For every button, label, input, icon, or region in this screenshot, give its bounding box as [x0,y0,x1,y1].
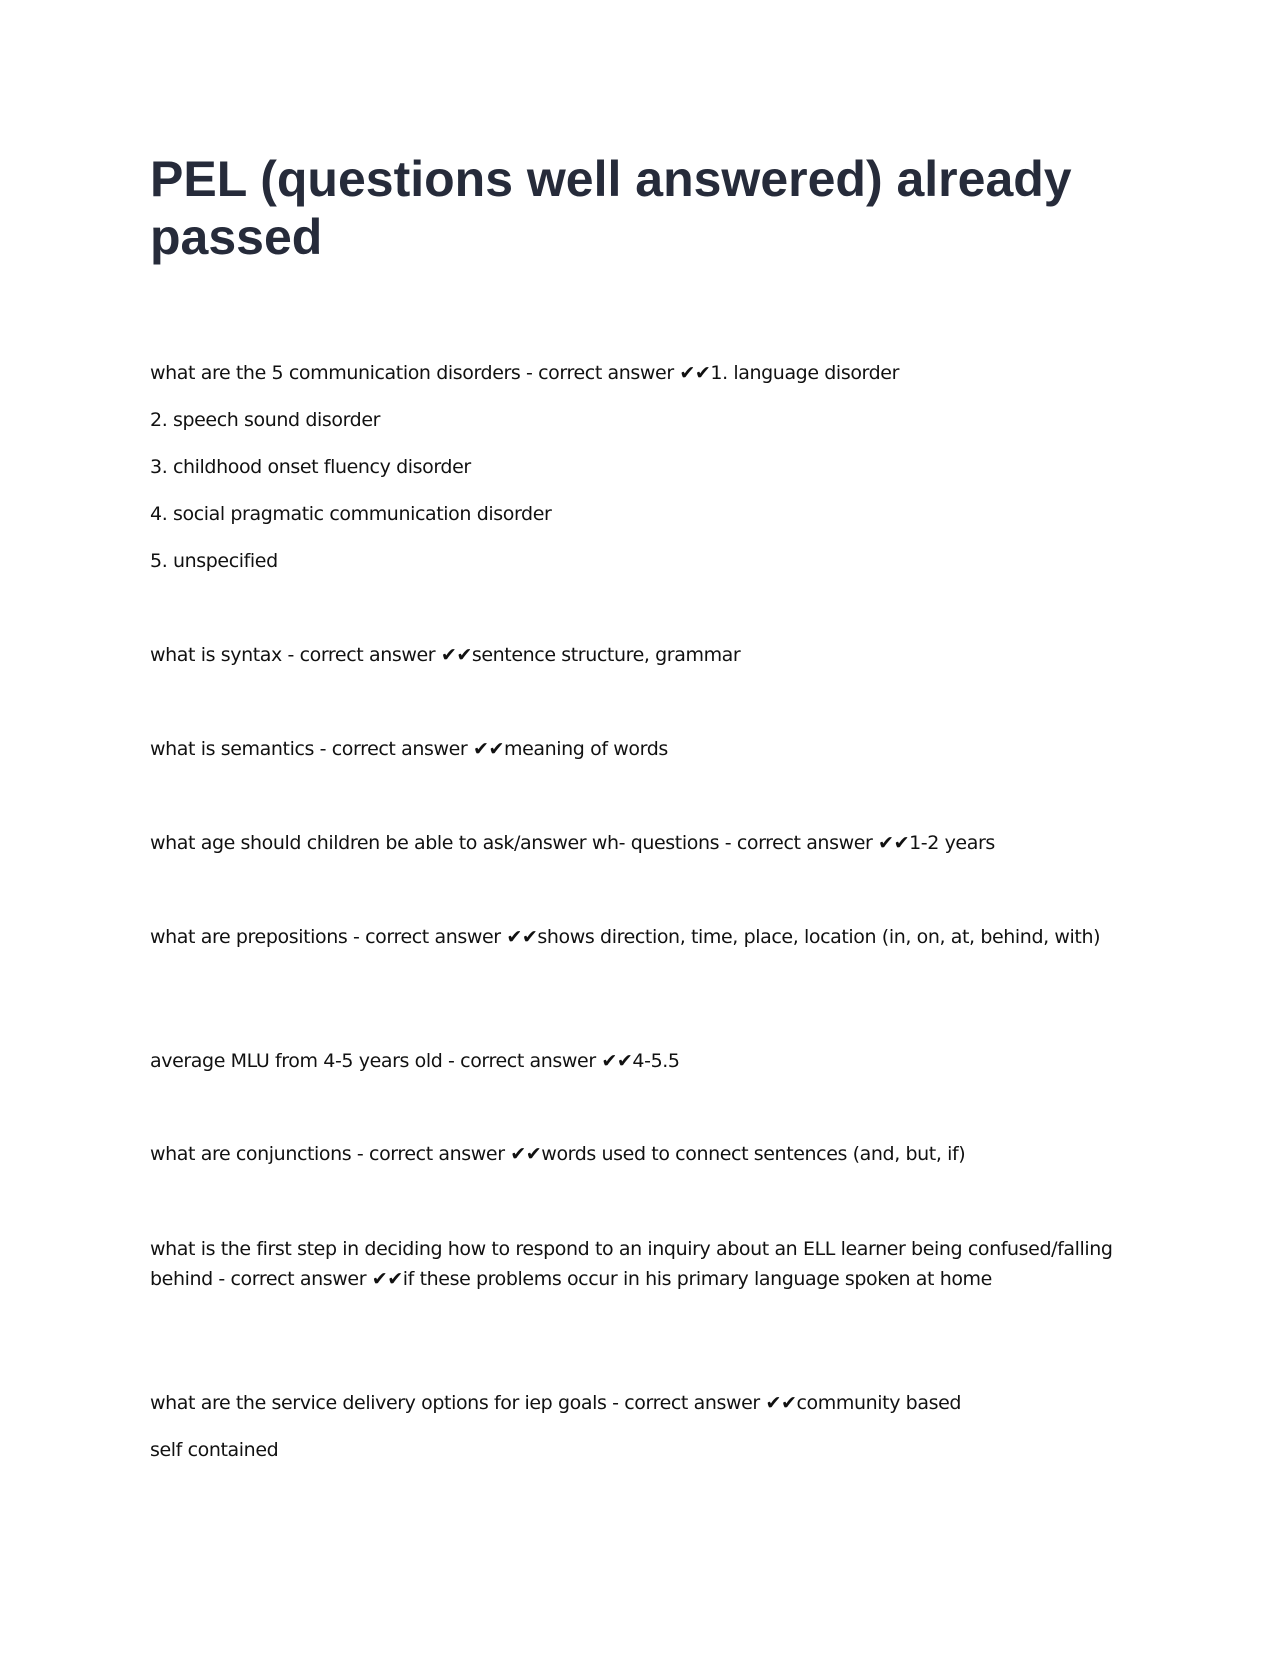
question-4: what age should children be able to ask/answer wh- questions - correct answer ✔✔1-2 years [150,832,995,854]
question-3: what is semantics - correct answer ✔✔meaning of words [150,738,668,760]
question-2: what is syntax - correct answer ✔✔sentence structure, grammar [150,644,741,666]
question-9 [150,1388,1130,1465]
question-7: what are conjunctions - correct answer ✔✔words used to connect sentences (and, but, if) [150,1143,966,1165]
question-1-line-2: 2. speech sound disorder [150,409,381,431]
question-6: average MLU from 4-5 years old - correct answer ✔✔4-5.5 [150,1050,680,1072]
question-1-line-5: 5. unspecified [150,550,278,572]
question-1-line-3: 3. childhood onset fluency disorder [150,456,471,478]
question-8: what is the first step in deciding how to respond to an inquiry about an ELL learner being confused/falling behind - correct answer ✔✔if these problems occur in his primary language spoken at home [150,1238,1113,1290]
question-1-line-1: what are the 5 communication disorders - correct answer ✔✔1. language disorder [150,362,899,384]
question-1 [150,358,1130,576]
question-9-line-1: what are the service delivery options for iep goals - correct answer ✔✔community based [150,1392,962,1414]
question-9-line-2: self contained [150,1439,279,1461]
question-1-line-4: 4. social pragmatic communication disorder [150,503,552,525]
question-5: what are prepositions - correct answer ✔✔shows direction, time, place, location (in, on, at, behind, with) [150,926,1101,948]
document-title: PEL (questions well answered) already passed [150,151,1072,265]
